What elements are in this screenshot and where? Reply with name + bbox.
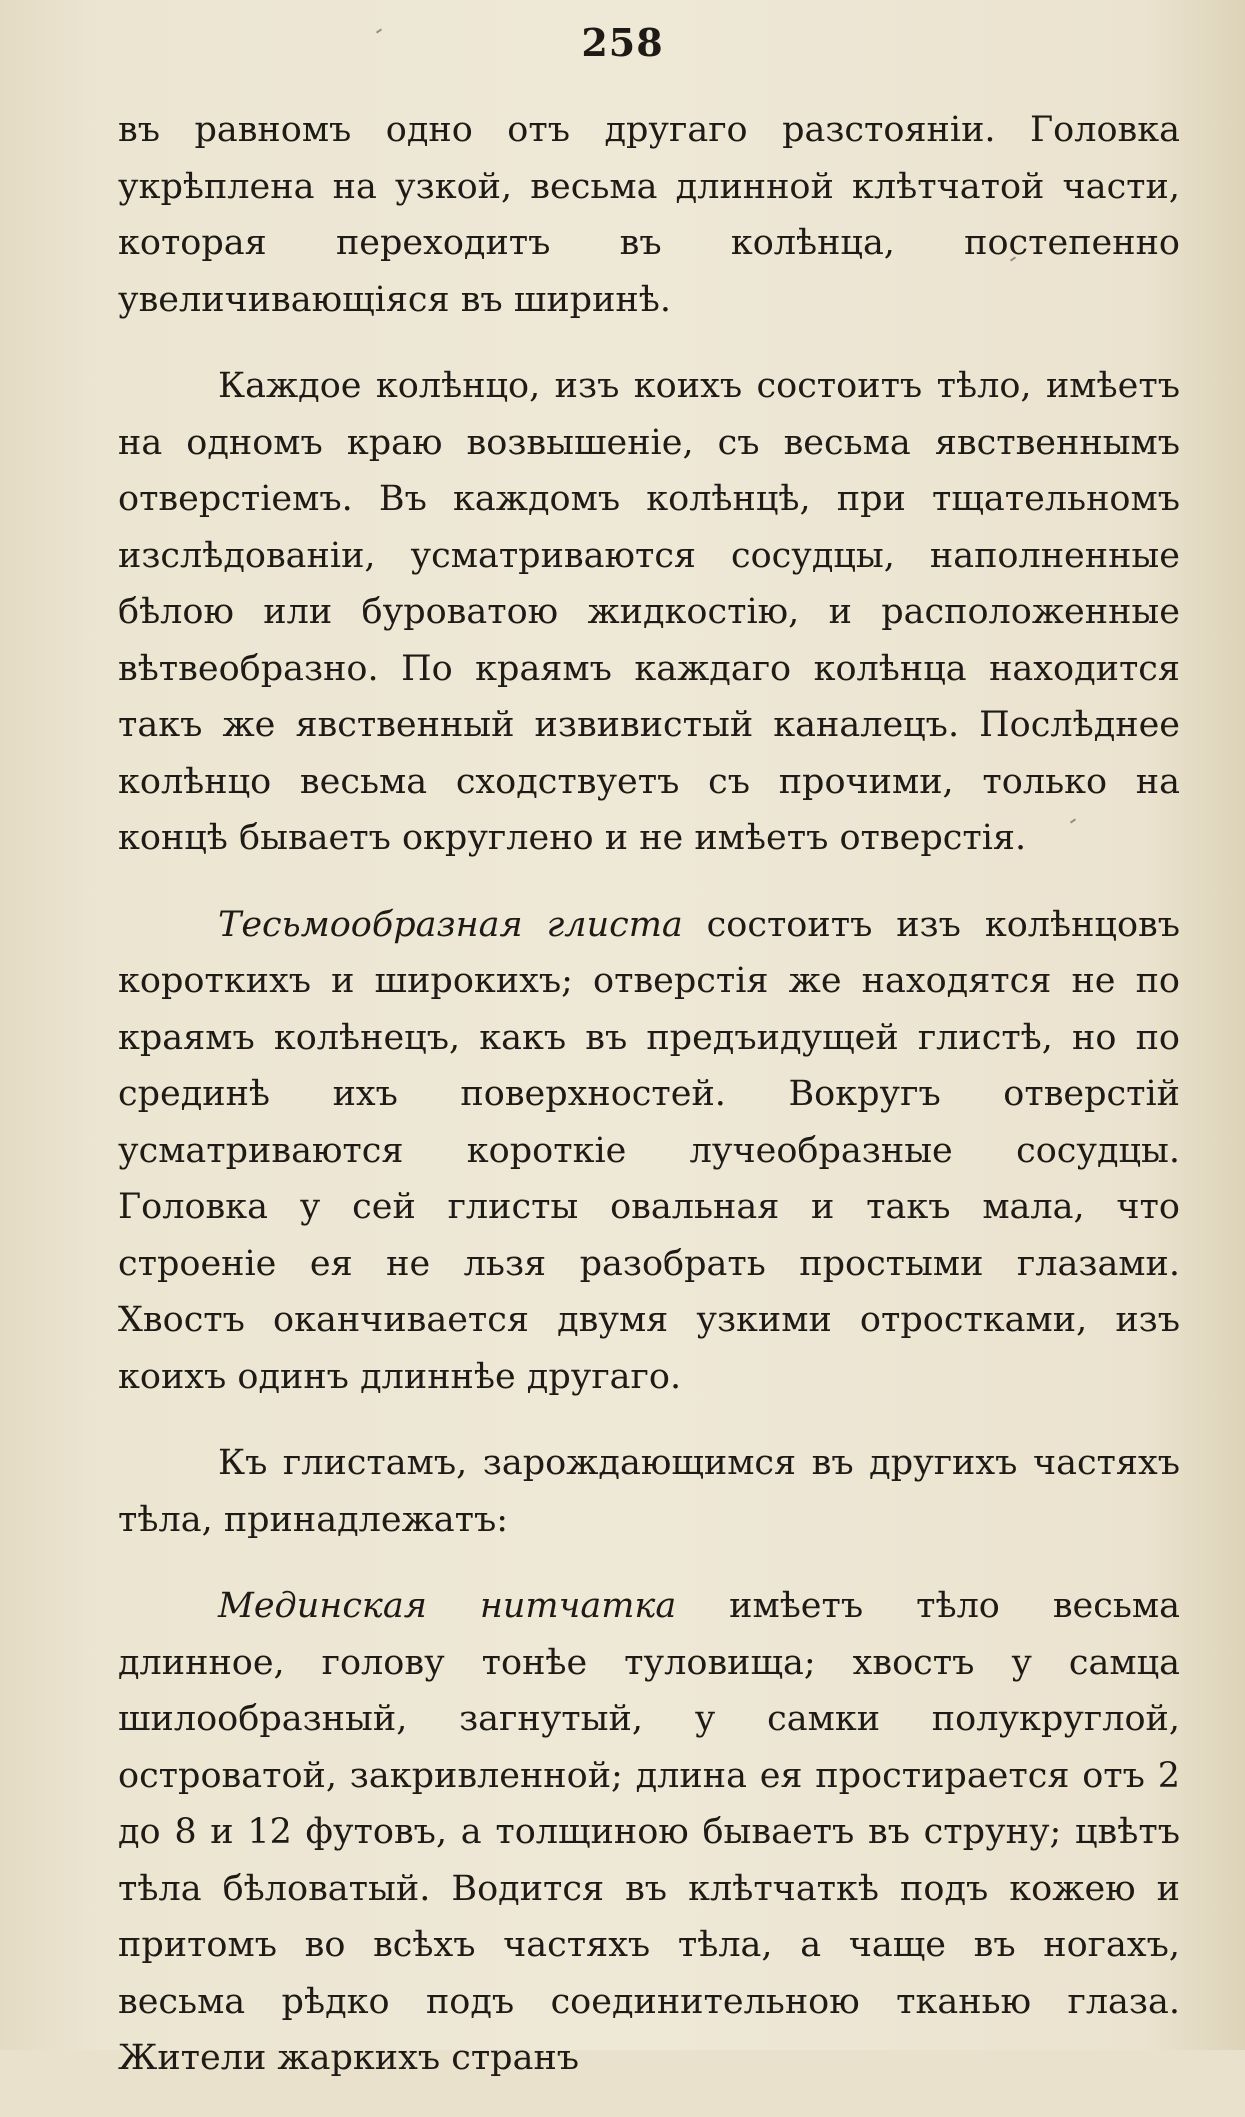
paragraph-tapeworm — [118, 897, 1180, 1406]
body-text — [118, 102, 1180, 2117]
text-span: состоитъ изъ колѣнцовъ короткихъ и широкихъ; отверстія же находятся не по краямъ колѣнецъ, какъ въ предъидущей глистѣ, но по срединѣ ихъ поверхностей. Вокругъ отверстій усматриваются короткіе лучеобразные сосудцы. Головка у сей глисты овальная и такъ мала, что строеніе ея не льзя разобрать простыми глазами. Хвостъ оканчивается двумя узкими отростками, изъ коихъ одинъ длиннѣе другаго. — [118, 904, 1180, 1397]
paragraph-guinea-worm — [118, 1578, 1180, 2087]
paragraph-continuation — [118, 102, 1180, 328]
term-italic: Тесьмообразная глиста — [218, 904, 683, 945]
text-span: Каждое колѣнцо, изъ коихъ состоитъ тѣло, имѣетъ на одномъ краю возвышеніе, съ весьма явственнымъ отверстіемъ. Въ каждомъ колѣнцѣ, при тщательномъ изслѣдованіи, усматриваются сосудцы, наполненные бѣлою или буроватою жидкостію, и расположенные вѣтвеобразно. По краямъ каждаго колѣнца находится такъ же явственный извивистый каналецъ. Послѣднее колѣнцо весьма сходствуетъ съ прочими, только на концѣ бываетъ округлено и не имѣетъ отверстія. — [118, 366, 1180, 858]
text-span: въ равномъ одно отъ другаго разстояніи. Головка укрѣплена на узкой, весьма длинной клѣтчатой части, которая переходитъ въ колѣнца, постепенно увеличивающіяся въ ширинѣ. — [118, 110, 1180, 320]
term-italic: Мединская нитчатка — [218, 1586, 677, 1626]
paragraph-segments-description — [118, 358, 1180, 867]
paragraph-other-worms — [118, 1435, 1180, 1548]
text-span: имѣетъ тѣло весьма длинное, голову тонѣе туловища; хвостъ у самца шилообразный, загнутый, у самки полукруглой, островатой, закривленной; длина ея простирается отъ 2 до 8 и 12 футовъ, а толщиною бываетъ въ струну; цвѣтъ тѣла бѣловатый. Водится въ клѣтчаткѣ подъ кожею и притомъ во всѣхъ частяхъ тѣла, а чаще въ ногахъ, весьма рѣдко подъ соединительною тканью глаза. Жители жаркихъ странъ — [118, 1586, 1180, 2078]
text-span: Къ глистамъ, зарождающимся въ другихъ частяхъ тѣла, принадлежатъ: — [118, 1443, 1180, 1540]
page-number: 258 — [581, 20, 664, 65]
